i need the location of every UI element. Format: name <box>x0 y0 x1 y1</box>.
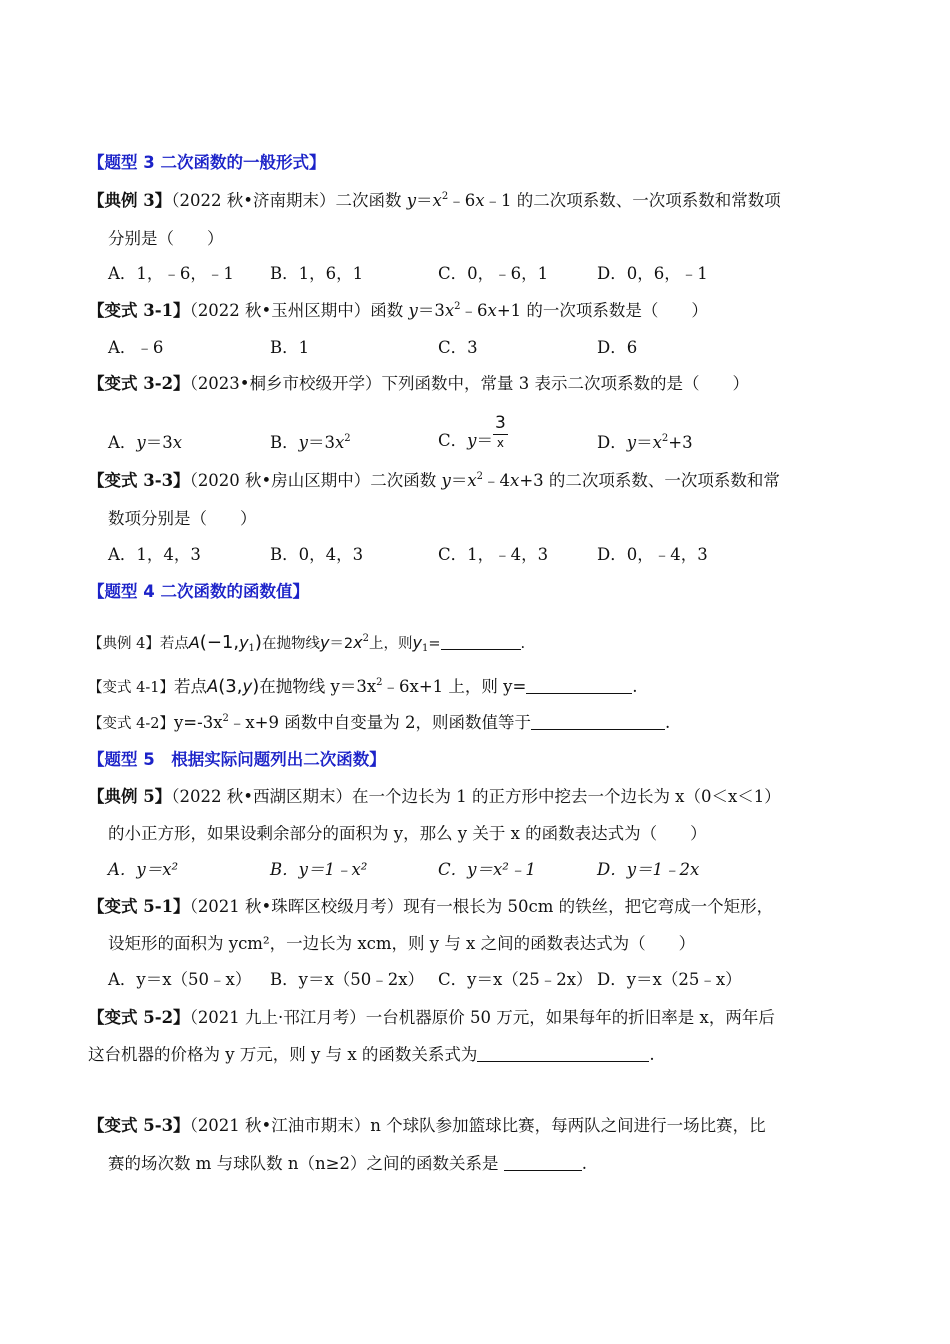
example-4-answer-blank[interactable] <box>441 633 521 650</box>
variant-5-2-source: （2021 九上·邗江月考） <box>189 1008 366 1027</box>
variant-5-3-text-line2: 赛的场次数 m 与球队数 n（n≥2）之间的函数关系是 <box>108 1154 504 1173</box>
example-5-tag: 【典例 5】 <box>88 787 172 806</box>
variant-5-1-text-line1: 现有一根长为 50cm 的铁丝，把它弯成一个矩形， <box>403 897 774 916</box>
example-4-tag: 【典例 4】 <box>88 636 160 652</box>
variant-3-3-option-c: C．1，﹣4，3 <box>438 545 549 564</box>
variant-4-1-line: 【变式 4-1】若点A(3,y)在抛物线 $y=3x^2﹣6x+1$ 上，则 y= . <box>88 676 638 697</box>
variant-4-2-tag: 【变式 4-2】 <box>88 716 174 732</box>
example-3-option-b: B．1，6，1 <box>270 264 364 283</box>
variant-5-1-option-d: D．y＝x（25﹣x） <box>597 970 742 989</box>
example-5-option-b: B．y＝1﹣x² <box>270 860 368 879</box>
variant-3-1-text-a: 函数 <box>370 301 409 320</box>
section-4-heading: 【题型 4 二次函数的函数值】 <box>88 582 309 601</box>
variant-3-1-tag: 【变式 3-1】 <box>88 301 190 320</box>
variant-3-1-line: 【变式 3-1】（2022 秋•玉州区期中）函数 $y=3x^2﹣6x+1$ 的一次项系数是（ ） <box>88 301 708 320</box>
variant-5-3-answer-blank[interactable] <box>504 1154 582 1171</box>
variant-5-1-source: （2021 秋•珠晖区校级月考） <box>189 897 404 916</box>
variant-3-1-option-c: C．3 <box>438 338 478 357</box>
variant-5-1-option-c: C．y＝x（25﹣2x） <box>438 970 593 989</box>
variant-3-2-line <box>88 373 749 395</box>
variant-3-1-option-a: A．﹣6 <box>108 338 164 357</box>
variant-5-2-line2: 这台机器的价格为 y 万元，则 y 与 x 的函数关系式为 . <box>88 1045 655 1064</box>
variant-5-2-line1 <box>88 1007 775 1029</box>
variant-3-3-text-a: 二次函数 <box>370 471 442 490</box>
variant-5-3-text-line1: n 个球队参加篮球比赛，每两队之间进行一场比赛，比 <box>370 1116 766 1135</box>
variant-5-3-tag: 【变式 5-3】 <box>88 1116 190 1135</box>
example-5-line2: 的小正方形，如果设剩余部分的面积为 y，那么 y 关于 x 的函数表达式为（ ） <box>108 824 707 843</box>
variant-3-3-option-d: D．0，﹣4，3 <box>597 545 708 564</box>
variant-3-1-text-b: 的一次项系数是（ ） <box>521 301 708 320</box>
variant-3-2-text: 下列函数中，常量 3 表示二次项系数的是（ ） <box>381 374 750 393</box>
example-4-text-a: 若点 <box>159 636 189 652</box>
variant-3-1-source: （2022 秋•玉州区期中） <box>189 301 371 320</box>
variant-5-2-tag: 【变式 5-2】 <box>88 1008 190 1027</box>
example-3-line2: 分别是（ ） <box>108 229 224 248</box>
variant-4-1-text-c: ﹣6x+1 上，则 y= <box>382 677 527 696</box>
variant-5-2-text-line2: 这台机器的价格为 y 万元，则 y 与 x 的函数关系式为 <box>88 1045 478 1064</box>
example-3-option-a: A．1，﹣6，﹣1 <box>108 264 234 283</box>
variant-5-1-line1 <box>88 896 773 918</box>
variant-4-1-answer-blank[interactable] <box>526 677 632 694</box>
variant-4-2-text-a: y=-3x <box>173 713 223 732</box>
example-5-text-line1: 在一个边长为 1 的正方形中挖去一个边长为 x（0＜x＜1） <box>351 787 781 806</box>
example-5-line1 <box>88 786 781 808</box>
example-3-line1: 【典例 3】（2022 秋•济南期末）二次函数 $y=x^2﹣6x﹣1$ 的二次项系数、一次项系数和常数项 <box>88 191 781 210</box>
variant-4-1-text-b: 在抛物线 y＝3x <box>259 677 377 696</box>
example-4-line: 【典例 4】若点$A(-1,y_1)$在抛物线$y=2x^2$上，则$y_1=$ . <box>88 632 526 654</box>
variant-5-3-line1 <box>88 1115 766 1137</box>
variant-3-3-option-b: B．0，4，3 <box>270 545 364 564</box>
example-3-option-d: D．0，6，﹣1 <box>597 264 708 283</box>
variant-5-2-answer-blank[interactable] <box>477 1045 649 1062</box>
variant-4-1-text-a: 若点 <box>173 677 207 696</box>
variant-4-1-tag: 【变式 4-1】 <box>88 680 174 696</box>
variant-5-1-option-b: B．y＝x（50﹣2x） <box>270 970 425 989</box>
variant-5-3-line2: 赛的场次数 m 与球队数 n（n≥2）之间的函数关系是 . <box>108 1154 587 1173</box>
example-3-formula: y <box>406 191 417 210</box>
variant-3-3-text-b: 的二次项系数、一次项系数和常 <box>543 471 780 490</box>
section-3-heading: 【题型 3 二次函数的一般形式】 <box>88 153 326 172</box>
example-4-text-c: 上，则 <box>369 636 413 652</box>
variant-3-3-option-a: A．1，4，3 <box>108 545 201 564</box>
variant-4-2-line: 【变式 4-2】$y=-3x^2﹣x+9$ 函数中自变量为 2，则函数值等于 . <box>88 713 671 732</box>
variant-5-3-source: （2021 秋•江油市期末） <box>189 1116 371 1135</box>
example-5-source: （2022 秋•西湖区期末） <box>171 787 352 806</box>
variant-4-2-answer-blank[interactable] <box>531 713 665 730</box>
variant-5-2-text-line1: 一台机器原价 50 万元，如果每年的折旧率是 x，两年后 <box>365 1008 775 1027</box>
example-5-option-d: D．y＝1﹣2x <box>597 860 700 879</box>
variant-3-1-option-b: B．1 <box>270 338 310 357</box>
variant-3-2-option-c: C．y＝ $\frac{3}{x}$ <box>438 413 506 450</box>
variant-3-3-source: （2020 秋•房山区期中） <box>189 471 371 490</box>
example-5-option-a: A．y＝x² <box>108 860 179 879</box>
example-3-source: （2022 秋•济南期末） <box>171 191 336 210</box>
example-3-option-c: C．0，﹣6，1 <box>438 264 549 283</box>
example-3-tag: 【典例 3】 <box>88 191 172 210</box>
example-4-text-b: 在抛物线 <box>261 636 320 652</box>
example-5-option-c: C．y＝x²﹣1 <box>438 860 536 879</box>
variant-5-1-tag: 【变式 5-1】 <box>88 897 190 916</box>
variant-5-1-option-a: A．y＝x（50﹣x） <box>108 970 252 989</box>
variant-3-3-tag: 【变式 3-3】 <box>88 471 190 490</box>
variant-3-3-line2: 数项分别是（ ） <box>108 509 257 528</box>
example-3-text-b: 的二次项系数、一次项系数和常数项 <box>511 191 781 210</box>
variant-3-2-option-a: A．y＝3x <box>108 433 183 452</box>
fraction-3-over-x: $\frac{3}{x}$ <box>494 413 506 450</box>
example-3-text-a: 二次函数 <box>335 191 407 210</box>
variant-3-2-tag: 【变式 3-2】 <box>88 374 190 393</box>
variant-4-2-text-b: ﹣x+9 函数中自变量为 2，则函数值等于 <box>228 713 531 732</box>
variant-3-1-option-d: D．6 <box>597 338 638 357</box>
variant-5-1-line2: 设矩形的面积为 ycm²，一边长为 xcm，则 y 与 x 之间的函数表达式为（ ） <box>108 934 696 953</box>
section-5-heading: 【题型 5 根据实际问题列出二次函数】 <box>88 750 386 769</box>
variant-3-2-option-d: D．$y=x^2+3$ <box>597 433 693 452</box>
variant-3-2-option-b: B．$y=3x^2$ <box>270 433 351 452</box>
variant-3-3-line1: 【变式 3-3】（2020 秋•房山区期中）二次函数 $y=x^2﹣4x+3$ 的二次项系数、一次项系数和常 <box>88 471 780 490</box>
variant-3-2-source: （2023•桐乡市校级开学） <box>189 374 382 393</box>
